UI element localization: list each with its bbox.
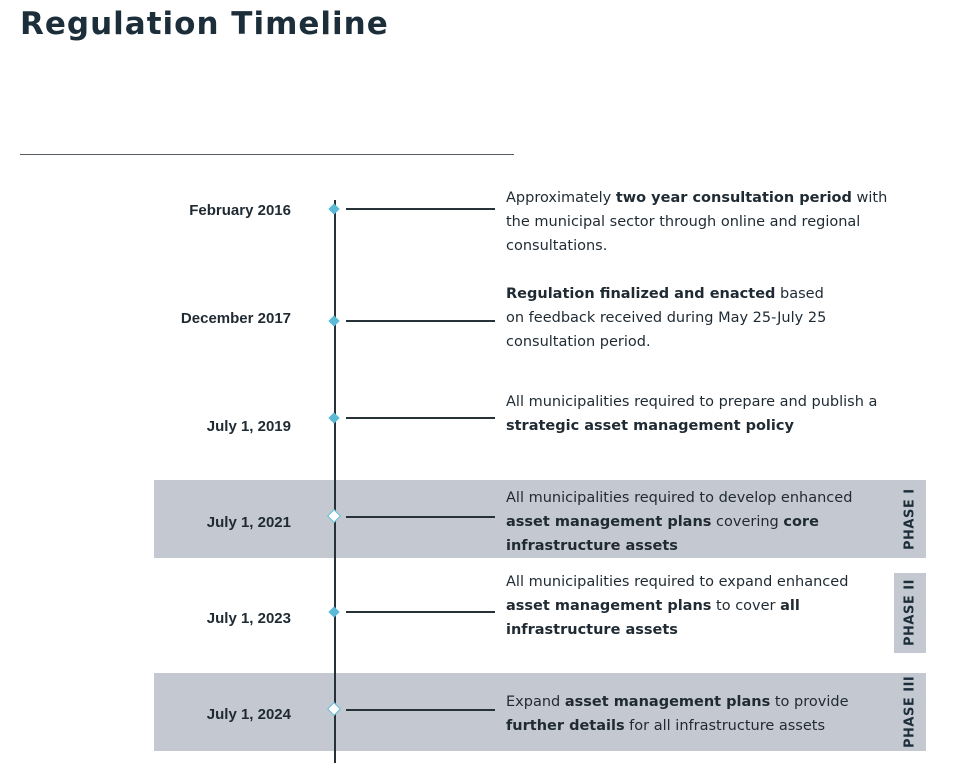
event-date: February 2016: [189, 202, 291, 219]
event-description: Approximately two year consultation period with the municipal sector through online and regional consultations.: [506, 190, 888, 254]
event-description: All municipalities required to expand enhanced asset management plans to cover all infrastructure assets: [506, 574, 849, 638]
event-connector: [346, 320, 495, 322]
event-date: July 1, 2024: [206, 706, 291, 723]
event-description: Expand asset management plans to provide further details for all infrastructure assets: [506, 694, 849, 734]
phase-label-2: PHASE II: [902, 579, 918, 647]
title-divider: [20, 154, 514, 155]
event-connector: [346, 709, 495, 711]
event-description: All municipalities required to develop enhanced asset management plans covering core infrastructure assets: [506, 490, 853, 554]
phase-tab-1: [894, 480, 926, 558]
page-title: Regulation Timeline: [20, 6, 389, 42]
diamond-marker-icon: [328, 315, 339, 326]
diamond-marker-icon: [328, 203, 339, 214]
phase-label-3: PHASE III: [902, 675, 918, 749]
event-description: Regulation finalized and enacted based on feedback received during May 25-July 25 consultation period.: [506, 286, 827, 350]
phase-tab-2: [894, 573, 926, 653]
timeline-spine: [334, 200, 336, 763]
event-connector: [346, 417, 495, 419]
diamond-marker-icon: [328, 606, 339, 617]
event-connector: [346, 611, 495, 613]
diamond-marker-icon: [328, 412, 339, 423]
event-connector: [346, 208, 495, 210]
phase-label-1: PHASE I: [902, 488, 918, 550]
event-connector: [346, 516, 495, 518]
event-description: All municipalities required to prepare and publish a strategic asset management policy: [506, 394, 878, 434]
event-date: December 2017: [180, 310, 291, 327]
event-date: July 1, 2019: [206, 418, 291, 435]
event-date: July 1, 2021: [206, 514, 291, 531]
event-date: July 1, 2023: [206, 610, 291, 627]
phase-tab-3: [894, 673, 926, 751]
